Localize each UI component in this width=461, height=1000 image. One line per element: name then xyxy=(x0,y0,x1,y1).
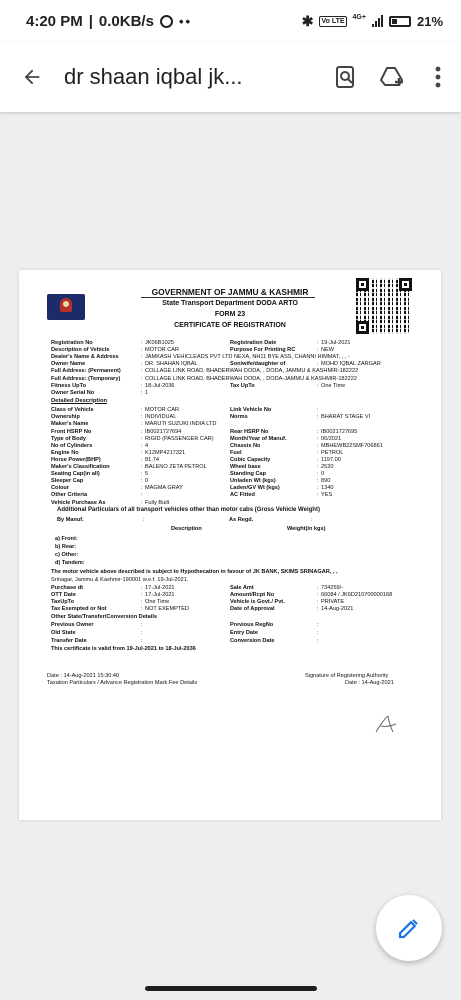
owner-serial-value: 1 xyxy=(145,389,149,396)
detail-row-value-2: IB0021727695 xyxy=(321,428,358,435)
reg-no-value: JK06B1025 xyxy=(145,340,174,346)
heading-rule xyxy=(141,297,315,298)
detail-row-sep-2: : xyxy=(317,478,319,485)
status-left xyxy=(26,13,192,30)
detail-row-sep: : xyxy=(141,456,143,463)
detail-row-label: Type of Body xyxy=(51,435,87,442)
detail-row-label-2: Laden/GV Wt (kgs) xyxy=(230,485,280,492)
fitness-value: 18-Jul-2036 xyxy=(145,382,175,389)
detail-row-label: Class of Vehicle xyxy=(51,407,94,414)
taxation-particulars: Taxation Particulars / Advance Registration Mark Fee Details xyxy=(47,680,198,686)
detail-row-label-2: Chassis No xyxy=(230,442,261,449)
detail-row-value-2: 2520 xyxy=(321,464,334,470)
owner-sep-2: : xyxy=(317,361,319,368)
cert-heading: CERTIFICATE OF REGISTRATION xyxy=(174,322,286,329)
detail-row-value-2: BHARAT STAGE VI xyxy=(321,414,371,421)
purchase-row-label: TaxUpTo xyxy=(51,599,75,606)
transfer-row-label-2: Previous RegNo xyxy=(230,621,274,628)
detail-row-value: 0 xyxy=(145,478,149,485)
purchase-row-sep: : xyxy=(141,606,143,613)
purchase-row-value: 17-Jul-2021 xyxy=(145,585,175,592)
detail-row-label: Engine No xyxy=(51,449,79,456)
fitness-label: Fitness UpTo xyxy=(51,382,87,389)
reg-no-sep-2: : xyxy=(317,340,319,346)
detail-row-sep-2: : xyxy=(317,414,319,421)
footer-date: Date : 14-Aug-2021 15:30:40 xyxy=(47,672,120,679)
perm-address-label: Full Address: (Permanent) xyxy=(51,368,121,375)
network-type: 4G+ xyxy=(352,13,366,21)
detail-row-label: Other Criteria xyxy=(51,492,88,499)
owner-label: Owner Name xyxy=(51,361,86,368)
purchase-row-label-2: Amount/Rcpt No xyxy=(230,592,275,599)
detail-row-value: MARUTI SUZUKI INDIA LTD xyxy=(145,421,217,428)
description-label: Description xyxy=(171,526,202,533)
purchase-row-label: OTT Date xyxy=(51,592,76,599)
battery-icon xyxy=(389,16,411,27)
detail-row-value-2: 1340 xyxy=(321,485,334,492)
status-speed: 0.0KB/s xyxy=(98,12,154,30)
detail-row-value: RIGID (PASSENGER CAR) xyxy=(145,435,214,442)
detailed-heading: Detailed Description xyxy=(51,397,108,404)
reg-no-value-2: 19-Jul-2021 xyxy=(321,340,351,346)
owner-serial-label: Owner Serial No xyxy=(51,389,95,396)
transfer-row-sep: : xyxy=(141,629,143,636)
detail-row-sep: : xyxy=(141,442,143,449)
purchase-row-value: 17-Jul-2021 xyxy=(145,592,175,599)
detail-row-value-2: 1197.00 xyxy=(321,456,341,463)
transfer-row-label: Old State xyxy=(51,629,76,636)
detail-row-sep: : xyxy=(141,421,143,428)
signature-date: Date : 14-Aug-2021 xyxy=(345,680,394,686)
purchase-row-value: One Time xyxy=(145,599,170,606)
detail-row-sep-2: : xyxy=(317,485,319,492)
reg-no-sep: : xyxy=(141,340,143,346)
desc-sep-2: : xyxy=(317,347,319,354)
detail-row-sep-2: : xyxy=(317,428,319,435)
status-bar xyxy=(0,0,461,42)
reg-no-label: Registration No xyxy=(51,340,93,346)
detail-row-value-2: 890 xyxy=(321,478,331,485)
desc-sep: : xyxy=(141,347,143,354)
as-regd-label: As Regd. xyxy=(229,517,254,524)
owner-serial-sep: : xyxy=(141,389,143,396)
temp-address-label: Full Address: (Temporary) xyxy=(51,375,121,382)
detail-row-value: MOTOR CAR xyxy=(145,407,180,414)
add-to-drive-icon xyxy=(379,65,405,89)
detail-row-value: 4 xyxy=(145,442,149,449)
detail-row-sep-2: : xyxy=(317,464,319,470)
axle-item: c) Other: xyxy=(55,552,79,559)
more-vert-icon xyxy=(435,66,441,88)
hypothecation-text: The motor vehicle above described is subject to Hypothecation in favour of JK BANK, SKIMS SRINAGAR, , , xyxy=(51,568,338,575)
detail-row-label-2: Standing Cap xyxy=(230,471,267,478)
purchase-row-label-2: Date of Approval xyxy=(230,606,275,613)
detail-row-value: 5 xyxy=(145,471,149,478)
as-regd-sep: : xyxy=(311,517,313,524)
bluetooth-icon: ✱ xyxy=(301,12,314,29)
detail-row-value: 81.74 xyxy=(145,456,159,463)
detail-row-label: Horse Power(BHP) xyxy=(51,456,101,463)
detail-row-sep: : xyxy=(141,492,143,499)
transfer-row-sep: : xyxy=(141,621,143,628)
purchase-row-sep-2: : xyxy=(317,599,319,606)
detail-row-sep-2: : xyxy=(317,471,319,478)
detail-row-label: Colour xyxy=(51,485,70,492)
temp-address-sep: : xyxy=(141,375,143,382)
detail-row-label-2: Cubic Capacity xyxy=(230,456,271,463)
purchase-row-label: Purchase dt xyxy=(51,585,84,592)
detail-row-label: Front HSRP No xyxy=(51,428,92,435)
detail-row-sep-2: : xyxy=(317,456,319,463)
detail-row-sep: : xyxy=(141,478,143,485)
transfer-row-label: Previous Owner xyxy=(51,621,94,628)
signature-mark xyxy=(371,714,401,734)
purchase-row-sep: : xyxy=(141,585,143,592)
desc-label-2: Purpose For Printing RC xyxy=(230,347,296,354)
by-manuf-label: By Manuf. xyxy=(57,517,84,524)
purchase-row-value-2: PRIVATE xyxy=(321,599,345,606)
detail-row-sep: : xyxy=(141,485,143,492)
detail-row-sep: : xyxy=(141,464,143,470)
volte-icon: Vo LTE xyxy=(321,17,345,25)
perm-address-value: COLLAGE LINK ROAD, BHADERWAH DODA, , DODA, JAMMU & KASHMIR-182222 xyxy=(145,368,359,375)
weight-label: Weight(in kgs) xyxy=(287,526,326,533)
app-bar xyxy=(0,42,461,112)
detail-row-value: MAGMA GRAY xyxy=(145,485,183,492)
edit-pencil-icon xyxy=(397,916,421,940)
pdf-page[interactable] xyxy=(19,270,441,820)
form-heading: FORM 23 xyxy=(214,311,246,318)
temp-address-value: COLLAGE LINK ROAD, BHADERWAH DODA, , DODA-JAMMU & KASHMIR-182222 xyxy=(145,375,357,382)
axle-item: a) Front: xyxy=(55,536,78,543)
owner-sep: : xyxy=(141,361,143,368)
transfer-row-sep: : xyxy=(141,637,143,644)
dept-heading: State Transport Department DODA ARTO xyxy=(162,300,298,307)
detail-row-label-2: Month/Year of Manuf. xyxy=(230,435,287,442)
detail-row-value: Fully Built xyxy=(145,499,170,506)
document-title: dr shaan iqbal jk... xyxy=(64,64,243,89)
detail-row-value: K12MP4217321 xyxy=(145,449,186,456)
purchase-row-sep: : xyxy=(141,599,143,606)
detail-row-sep-2: : xyxy=(317,442,319,449)
detail-row-label-2: Norms xyxy=(230,414,248,421)
axle-item: d) Tandem: xyxy=(55,560,85,567)
back-arrow-icon xyxy=(21,66,43,88)
gesture-nav-handle[interactable] xyxy=(145,986,317,991)
owner-label-2: Son/wife/daughter of xyxy=(230,361,286,368)
fitness-sep-2: : xyxy=(317,382,319,389)
more-notifications-icon: •• xyxy=(178,13,193,29)
dealer-value: JAMKASH VEHICLEADS PVT LTD NEXA, NH11 BYE ASS, CHANNI HIMMAT, , , - xyxy=(145,354,350,361)
detail-row-label: Maker's Classification xyxy=(51,464,110,470)
fitness-label-2: Tax UpTo xyxy=(230,382,255,389)
detail-row-value: IB0021727694 xyxy=(145,428,182,435)
transfer-row-sep-2: : xyxy=(317,629,319,636)
by-manuf-sep: : xyxy=(143,517,145,524)
detail-row-sep: : xyxy=(141,414,143,421)
fitness-sep: : xyxy=(141,382,143,389)
transfer-row-sep-2: : xyxy=(317,637,319,644)
purchase-row-sep-2: : xyxy=(317,592,319,599)
gov-heading: GOVERNMENT OF JAMMU & KASHMIR xyxy=(151,287,309,297)
owner-value: DR. SHAHAN IQBAL xyxy=(145,361,198,368)
detail-row-label: Vehicle Purchase As xyxy=(51,499,106,506)
dealer-label: Dealer's Name & Address xyxy=(51,354,119,361)
transfer-row-sep-2: : xyxy=(317,621,319,628)
hypothecation-text-2: Srinagar, Jammu & Kashmir-190001 w.e.f. 19-Jul-2021. xyxy=(51,576,189,583)
reg-no-label-2: Registration Date xyxy=(230,340,277,346)
detail-row-sep: : xyxy=(141,449,143,456)
validity-text: This certificate is valid from 19-Jul-2021 to 18-Jul-2036 xyxy=(51,645,196,652)
search-in-document-button[interactable] xyxy=(323,65,369,89)
desc-label: Description of Vehicle xyxy=(51,347,110,354)
detail-row-value: BALENO ZETA PETROL xyxy=(145,464,207,470)
detail-row-label: Sleeper Cap xyxy=(51,478,84,485)
status-time: 4:20 PM xyxy=(26,12,83,30)
perm-address-sep: : xyxy=(141,368,143,375)
signal-icon xyxy=(372,15,383,27)
detail-row-sep-2: : xyxy=(317,492,319,499)
detail-row-label-2: Rear HSRP No xyxy=(230,428,269,435)
detail-row-value: INDIVIDUAL xyxy=(145,414,177,421)
transfer-heading: Other State/Transfer/Conversion Details xyxy=(51,613,158,620)
detail-row-label-2: Link Vehicle No xyxy=(230,407,272,414)
edit-fab-button[interactable] xyxy=(376,895,442,961)
detail-row-value-2: 0 xyxy=(321,471,325,478)
owner-value-2: MOHD IQBAL ZARGAR xyxy=(321,361,381,368)
add-to-drive-button[interactable] xyxy=(369,65,415,89)
alarm-icon xyxy=(160,15,173,28)
detail-row-label-2: Wheel base xyxy=(230,464,261,470)
desc-value-2: NEW xyxy=(321,347,335,354)
desc-value: MOTOR CAR xyxy=(145,347,180,354)
detail-row-sep-2: : xyxy=(317,449,319,456)
detail-row-sep-2: : xyxy=(317,435,319,442)
detail-row-sep: : xyxy=(141,407,143,414)
detail-row-sep: : xyxy=(141,435,143,442)
purchase-row-sep: : xyxy=(141,592,143,599)
transfer-row-label-2: Entry Date xyxy=(230,629,258,636)
purchase-row-value-2: 734259/- xyxy=(321,585,344,592)
axle-item: b) Rear: xyxy=(55,544,77,551)
purchase-row-value-2: 14-Aug-2021 xyxy=(321,606,354,613)
detail-row-value-2: 06/2021 xyxy=(321,435,342,442)
detail-row-sep: : xyxy=(141,471,143,478)
status-right xyxy=(302,13,443,30)
search-document-icon xyxy=(335,65,357,89)
detail-row-sep: : xyxy=(141,428,143,435)
purchase-row-sep-2: : xyxy=(317,606,319,613)
battery-level: 21% xyxy=(416,13,443,29)
purchase-row-label-2: Vehicle is Govt./ Pvt. xyxy=(230,599,285,606)
detail-row-label-2: AC Fitted xyxy=(230,492,255,499)
detail-row-sep-2: : xyxy=(317,407,319,414)
signature-label: Signature of Registering Authority xyxy=(305,672,389,679)
purchase-row-label-2: Sale Amt xyxy=(230,585,254,592)
purchase-row-value-2: 66084 / JK6D210700000168 xyxy=(321,592,393,599)
back-button[interactable] xyxy=(0,66,64,88)
detail-row-label: Maker's Name xyxy=(51,421,89,428)
purchase-row-label: Tax Exempted or Not xyxy=(51,606,107,613)
purchase-row-sep-2: : xyxy=(317,585,319,592)
detail-row-label: Ownership xyxy=(51,414,80,421)
detail-row-value-2: MBHEWB22SMF706861 xyxy=(321,442,383,449)
more-options-button[interactable] xyxy=(415,66,461,88)
transfer-row-label-2: Conversion Date xyxy=(230,637,275,644)
additional-heading: Additional Particulars of all transport vehicles other than motor cabs (Gross Vehicle Weight) xyxy=(57,507,320,514)
status-separator: | xyxy=(88,12,93,30)
dealer-sep: : xyxy=(141,354,143,361)
detail-row-label-2: Unladen Wt (kgs) xyxy=(230,478,276,485)
purchase-row-value: NOT EXEMPTED xyxy=(145,606,190,613)
fitness-value-2: One Time xyxy=(321,382,346,389)
detail-row-label: Seating Cap(in all) xyxy=(51,471,100,478)
detail-row-label-2: Fuel xyxy=(230,449,242,456)
detail-row-value-2: YES xyxy=(321,492,333,499)
detail-row-sep: : xyxy=(141,499,143,506)
transfer-row-label: Transfer Date xyxy=(51,637,87,644)
detail-row-label: No of Cylinders xyxy=(51,442,93,449)
detail-row-value-2: PETROL xyxy=(321,449,344,456)
